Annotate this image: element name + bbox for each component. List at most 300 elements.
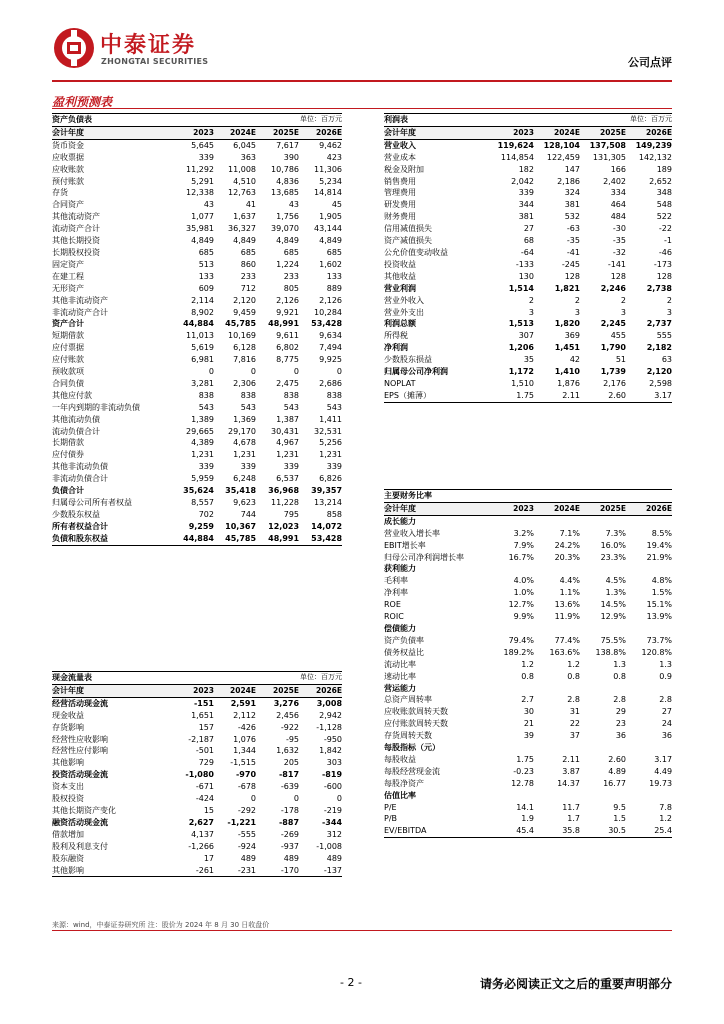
row-value: -137 xyxy=(299,865,342,877)
row-label: 合同负债 xyxy=(52,378,84,388)
row-value: 6,248 xyxy=(233,474,257,484)
row-label: 每股净资产 xyxy=(384,778,424,788)
row-label: 股利及利息支付 xyxy=(52,841,108,851)
row-value: 3 xyxy=(528,307,534,317)
row-value: 22 xyxy=(569,719,580,729)
row-label: P/E xyxy=(384,802,397,812)
table-row xyxy=(384,599,672,611)
row-value: -678 xyxy=(237,782,257,792)
table-header-row xyxy=(52,126,342,139)
row-value: 24 xyxy=(661,719,673,729)
row-label: 预收款项 xyxy=(52,367,84,377)
row-value xyxy=(534,563,580,575)
table-row xyxy=(52,865,342,877)
row-value: 2,042 xyxy=(511,176,534,186)
row-label: 其他流动资产 xyxy=(52,212,100,222)
table-row xyxy=(52,307,342,319)
row-label: 速动比率 xyxy=(384,671,416,681)
table-row xyxy=(52,533,342,545)
row-label: 存货 xyxy=(52,188,68,198)
row-value: -819 xyxy=(321,770,343,780)
row-value: 12,763 xyxy=(228,188,257,198)
row-value: 5,291 xyxy=(191,176,214,186)
row-value xyxy=(534,742,580,754)
row-value: 3.17 xyxy=(654,754,673,764)
row-label: 长期借款 xyxy=(52,438,84,448)
row-value: -219 xyxy=(323,805,343,815)
row-value: -170 xyxy=(256,865,299,877)
row-value: 73.7% xyxy=(646,635,673,645)
table-row xyxy=(384,187,672,199)
section-divider xyxy=(52,108,672,109)
table-row xyxy=(52,176,342,188)
row-value: 120.8% xyxy=(641,647,673,657)
row-value: 36,327 xyxy=(228,224,257,234)
row-value: 1,513 xyxy=(508,319,534,329)
table-row xyxy=(52,805,342,817)
row-value: 1,876 xyxy=(557,378,580,388)
row-value: -231 xyxy=(214,865,256,877)
column-header: 2025E xyxy=(256,684,299,697)
row-label: 营业收入增长率 xyxy=(384,528,440,538)
row-value: 166 xyxy=(610,164,626,174)
row-value: 838 xyxy=(326,390,343,400)
row-value: 2,112 xyxy=(233,710,257,720)
table-row xyxy=(52,769,342,781)
row-value: 3 xyxy=(620,307,626,317)
row-value: 23 xyxy=(615,719,626,729)
row-label: 所有者权益合计 xyxy=(52,521,108,531)
page-header xyxy=(0,0,724,90)
row-value: 9.5 xyxy=(613,802,626,812)
row-value: 2.8 xyxy=(567,695,580,705)
row-value: 2,120 xyxy=(646,367,672,377)
row-value: 20.3% xyxy=(554,552,580,562)
row-value: 1,632 xyxy=(276,746,300,756)
table-header-row xyxy=(52,684,342,697)
table-row xyxy=(52,402,342,414)
row-value: 138.8% xyxy=(595,647,626,657)
row-value: 4,849 xyxy=(233,236,257,246)
row-value: 2,402 xyxy=(603,176,626,186)
row-value: 1.75 xyxy=(516,754,534,764)
table-row xyxy=(52,449,342,461)
row-value: 9,925 xyxy=(319,355,343,365)
row-value: 2.8 xyxy=(659,695,673,705)
row-value: -63 xyxy=(566,224,580,234)
table-row xyxy=(52,521,342,533)
row-value: 4.4% xyxy=(559,576,580,586)
table-row xyxy=(384,825,672,837)
row-value: 1,389 xyxy=(191,414,214,424)
row-value: 29 xyxy=(615,707,626,717)
row-value: 0.8 xyxy=(521,671,534,681)
row-value: 489 xyxy=(326,853,343,863)
row-label: 货币资金 xyxy=(52,140,84,150)
row-value: 11,228 xyxy=(271,498,300,507)
balance-sheet-table xyxy=(52,113,342,546)
row-value xyxy=(580,623,626,635)
row-value: 1.5% xyxy=(651,588,673,598)
column-header: 2026E xyxy=(299,684,342,697)
row-value: 2,245 xyxy=(600,319,626,329)
column-header: 2025E xyxy=(580,126,626,139)
table-row xyxy=(384,552,672,564)
row-label: 合同资产 xyxy=(52,200,84,210)
row-value: 6,537 xyxy=(276,474,300,484)
row-value: 48,991 xyxy=(268,319,300,329)
row-label: 营业外支出 xyxy=(384,307,424,317)
row-value xyxy=(489,683,534,695)
row-value: 729 xyxy=(198,758,214,768)
table-row xyxy=(384,199,672,211)
table-row xyxy=(384,295,672,307)
row-value: -261 xyxy=(172,865,214,877)
table-row xyxy=(384,706,672,718)
row-value: 3.17 xyxy=(626,390,672,402)
table-row xyxy=(384,540,672,552)
table-title-row xyxy=(384,490,672,503)
row-value: 0 xyxy=(336,794,343,804)
page-number: - 2 - xyxy=(340,976,362,989)
table-row xyxy=(52,757,342,769)
row-value: 43 xyxy=(288,200,300,210)
row-value: 2,942 xyxy=(319,710,343,720)
row-value: 45,785 xyxy=(225,319,257,329)
table-row xyxy=(52,426,342,438)
row-value: 7.1% xyxy=(559,528,580,538)
row-value: 1,905 xyxy=(319,212,343,222)
row-label: 营业利润 xyxy=(384,283,416,293)
row-value: 1,602 xyxy=(319,259,343,269)
table-unit: 单位：百万元 xyxy=(256,114,342,127)
table-unit: 单位：百万元 xyxy=(256,672,342,685)
row-value: 4,967 xyxy=(276,438,300,448)
row-label: 所得税 xyxy=(384,331,408,341)
row-value: 45 xyxy=(331,200,343,210)
row-value xyxy=(580,515,626,527)
row-label: 估值比率 xyxy=(384,790,416,800)
column-header: 2026E xyxy=(626,126,672,139)
row-value: 3.87 xyxy=(562,766,580,776)
row-label: 融资活动现金流 xyxy=(52,817,108,827)
row-value: 133 xyxy=(326,271,343,281)
table-row xyxy=(384,283,672,295)
row-label: 利润总额 xyxy=(384,319,416,329)
row-value: 1,231 xyxy=(319,450,343,460)
row-value: 128 xyxy=(610,271,626,281)
row-value: 344 xyxy=(518,200,534,210)
row-label: 财务费用 xyxy=(384,212,416,222)
row-value: -555 xyxy=(237,829,257,839)
disclaimer-text: 请务必阅读正文之后的重要声明部分 xyxy=(479,977,672,991)
row-value: -173 xyxy=(653,259,672,269)
column-header: 2024E xyxy=(214,684,256,697)
row-value: 157 xyxy=(198,722,214,732)
row-value: -426 xyxy=(237,722,257,732)
table-title: 现金流量表 xyxy=(52,672,256,685)
row-label: 无形资产 xyxy=(52,283,84,293)
row-label: P/B xyxy=(384,814,398,824)
row-label: 销售费用 xyxy=(384,176,416,186)
row-value xyxy=(489,742,534,754)
row-value: -671 xyxy=(195,782,214,792)
table-header-row xyxy=(384,126,672,139)
row-label: 预付账款 xyxy=(52,176,84,186)
row-value: 5,619 xyxy=(191,343,214,353)
row-value: 25.4 xyxy=(626,825,672,837)
row-value xyxy=(534,515,580,527)
row-value: 3 xyxy=(574,307,580,317)
row-value: 7.8 xyxy=(659,802,673,812)
row-value: 1.2 xyxy=(659,814,673,824)
table-row xyxy=(384,235,672,247)
row-value: 4,836 xyxy=(276,176,300,186)
row-value: 548 xyxy=(656,200,672,210)
table-row xyxy=(52,330,342,342)
table-row xyxy=(52,829,342,841)
row-label: 每股收益 xyxy=(384,754,416,764)
row-label: 股权投资 xyxy=(52,794,84,804)
row-value: 53,428 xyxy=(299,533,342,545)
row-value: 27 xyxy=(523,224,534,234)
income-statement-table xyxy=(384,113,672,403)
table-row xyxy=(384,611,672,623)
row-value: -424 xyxy=(195,794,214,804)
table-row xyxy=(52,485,342,497)
row-label: ROIC xyxy=(384,612,404,622)
column-header: 2026E xyxy=(626,502,672,515)
row-label: EPS（摊薄） xyxy=(384,390,489,402)
row-value: 29,170 xyxy=(228,426,257,436)
table-title: 主要财务比率 xyxy=(384,490,672,503)
table-row xyxy=(384,778,672,790)
brand-name-cn: 中泰证券 xyxy=(100,33,197,58)
row-value: -178 xyxy=(280,805,300,815)
table-header-row xyxy=(384,502,672,515)
row-value: 21.9% xyxy=(646,552,673,562)
row-value: 6,045 xyxy=(233,140,257,150)
row-value: 13,685 xyxy=(271,188,300,198)
row-value: 1.5 xyxy=(613,814,626,824)
row-value: 182 xyxy=(518,164,534,174)
table-row xyxy=(52,473,342,485)
row-value: 1,514 xyxy=(508,283,534,293)
table-row xyxy=(384,223,672,235)
row-value xyxy=(626,623,672,635)
row-value: 41 xyxy=(245,200,257,210)
row-value: 17 xyxy=(203,853,214,863)
row-value: 363 xyxy=(240,152,257,162)
table-row xyxy=(384,528,672,540)
row-value: 11.7 xyxy=(562,802,580,812)
row-value: 2.7 xyxy=(521,695,534,705)
table-row xyxy=(384,671,672,683)
row-label: 每股经营现金流 xyxy=(384,766,440,776)
row-value: 16.77 xyxy=(603,778,626,788)
row-label: 经营性应收影响 xyxy=(52,734,108,744)
column-header: 2023 xyxy=(172,126,214,139)
row-value: 16.0% xyxy=(600,540,626,550)
row-value: 464 xyxy=(610,200,626,210)
table-row xyxy=(384,694,672,706)
table-row xyxy=(52,139,342,151)
row-value: 15.1% xyxy=(646,600,673,610)
row-value: 2,652 xyxy=(649,176,672,186)
row-value: 712 xyxy=(240,283,257,293)
column-header: 2023 xyxy=(489,502,534,515)
row-value: 348 xyxy=(656,188,672,198)
row-value: 4,849 xyxy=(276,236,300,246)
row-label: 应收账款 xyxy=(52,164,84,174)
row-value xyxy=(489,623,534,635)
row-value: -937 xyxy=(280,841,300,851)
row-value: 4,389 xyxy=(191,438,214,448)
row-label: 存货影响 xyxy=(52,722,84,732)
row-value: 685 xyxy=(240,247,257,257)
table-row xyxy=(52,437,342,449)
row-value: 7,494 xyxy=(319,343,343,353)
table-row xyxy=(52,697,342,709)
row-value: 2,686 xyxy=(319,378,343,388)
row-label: 股东融资 xyxy=(52,853,84,863)
row-value: 303 xyxy=(326,758,343,768)
row-value: 1,387 xyxy=(276,414,300,424)
row-value: -639 xyxy=(280,782,300,792)
row-value: 30.5 xyxy=(580,825,626,837)
table-row xyxy=(52,223,342,235)
row-value: 2,176 xyxy=(603,378,626,388)
row-value: 12,023 xyxy=(268,521,300,531)
row-value xyxy=(534,623,580,635)
row-value: 39,070 xyxy=(271,224,300,234)
row-value: -817 xyxy=(278,770,300,780)
row-label: 总资产周转率 xyxy=(384,695,432,705)
row-label: 经营性应付影响 xyxy=(52,746,108,756)
row-value: -1,008 xyxy=(316,841,343,851)
row-value: 307 xyxy=(518,331,534,341)
row-value: 36 xyxy=(615,731,626,741)
row-value: 12.7% xyxy=(508,600,534,610)
row-value: 4,137 xyxy=(191,829,214,839)
row-value: 4.5% xyxy=(605,576,626,586)
row-value: 45.4 xyxy=(489,825,534,837)
row-label: 非流动资产合计 xyxy=(52,307,108,317)
row-value: -133 xyxy=(515,259,534,269)
row-value: 0.8 xyxy=(567,671,580,681)
row-value: 1,369 xyxy=(233,414,257,424)
row-value: 334 xyxy=(610,188,626,198)
row-value: 133 xyxy=(198,271,214,281)
row-value: 0 xyxy=(293,794,300,804)
table-row xyxy=(52,817,342,829)
row-value: 11,013 xyxy=(186,331,214,341)
row-value: 10,367 xyxy=(225,521,257,531)
row-label: 存货周转天数 xyxy=(384,731,432,741)
row-value: 1,842 xyxy=(319,746,343,756)
table-title-row xyxy=(384,114,672,127)
row-value: 21 xyxy=(523,719,534,729)
row-value: -151 xyxy=(193,698,214,708)
row-value: 1,410 xyxy=(554,367,580,377)
row-label: 债务权益比 xyxy=(384,647,424,657)
row-value xyxy=(580,683,626,695)
table-row xyxy=(384,647,672,659)
row-value: 4.8% xyxy=(651,576,673,586)
row-value: 1.3 xyxy=(613,659,626,669)
table-row xyxy=(384,247,672,259)
table-row xyxy=(52,366,342,378)
row-value: 1,451 xyxy=(554,343,580,353)
row-value: 1,076 xyxy=(233,734,257,744)
row-value: 31 xyxy=(569,707,580,717)
row-value: 45,785 xyxy=(214,533,256,545)
row-value: 0 xyxy=(250,367,257,377)
row-label: 应付账款周转天数 xyxy=(384,719,448,729)
table-row xyxy=(384,366,672,378)
row-value: 2,126 xyxy=(319,295,343,305)
row-value: 1,172 xyxy=(508,367,534,377)
row-value: -970 xyxy=(235,770,257,780)
row-value: 2,182 xyxy=(646,343,672,353)
row-value: 9,634 xyxy=(319,331,343,341)
row-value: 744 xyxy=(240,509,257,519)
table-row xyxy=(384,659,672,671)
row-value: 9,459 xyxy=(233,307,257,317)
row-value xyxy=(489,515,534,527)
column-header: 2025E xyxy=(580,502,626,515)
row-label: 在建工程 xyxy=(52,271,84,281)
row-value: 39,357 xyxy=(311,486,343,496)
row-value: 838 xyxy=(283,390,300,400)
row-value: 1.3 xyxy=(659,659,673,669)
row-value: 149,239 xyxy=(635,140,672,150)
row-value: 4.89 xyxy=(608,766,626,776)
table-row xyxy=(384,575,672,587)
row-value: 10,169 xyxy=(228,331,257,341)
row-value: 128 xyxy=(656,271,672,281)
section-title: 盈利预测表 xyxy=(52,95,113,109)
row-value: 43 xyxy=(203,200,214,210)
row-value: 8,775 xyxy=(276,355,300,365)
row-value: 838 xyxy=(198,390,214,400)
row-value: 11,292 xyxy=(186,164,214,174)
row-label: 每股指标（元） xyxy=(384,743,440,753)
row-value xyxy=(626,742,672,754)
row-value: 5,645 xyxy=(191,140,214,150)
row-label: 应付账款 xyxy=(52,355,84,365)
row-label: 毛利率 xyxy=(384,576,408,586)
column-header: 2024E xyxy=(534,126,580,139)
row-value: -41 xyxy=(566,247,580,257)
row-value: 53,428 xyxy=(311,319,343,329)
row-value: -64 xyxy=(520,247,534,257)
financial-ratios-table xyxy=(384,489,672,838)
row-value: 35,418 xyxy=(225,486,257,496)
row-value: 14.1 xyxy=(516,802,534,812)
row-value: 339 xyxy=(198,152,214,162)
table-row xyxy=(384,330,672,342)
row-value: 36,968 xyxy=(268,486,300,496)
row-label: 税金及附加 xyxy=(384,164,424,174)
row-value: 63 xyxy=(661,355,672,365)
row-value: 1,231 xyxy=(233,450,257,460)
row-label: ROE xyxy=(384,600,401,610)
row-label: 长期股权投资 xyxy=(52,247,100,257)
row-value: -1,515 xyxy=(230,758,257,768)
row-value: 9,611 xyxy=(276,331,300,341)
row-value: 2,598 xyxy=(649,378,672,388)
